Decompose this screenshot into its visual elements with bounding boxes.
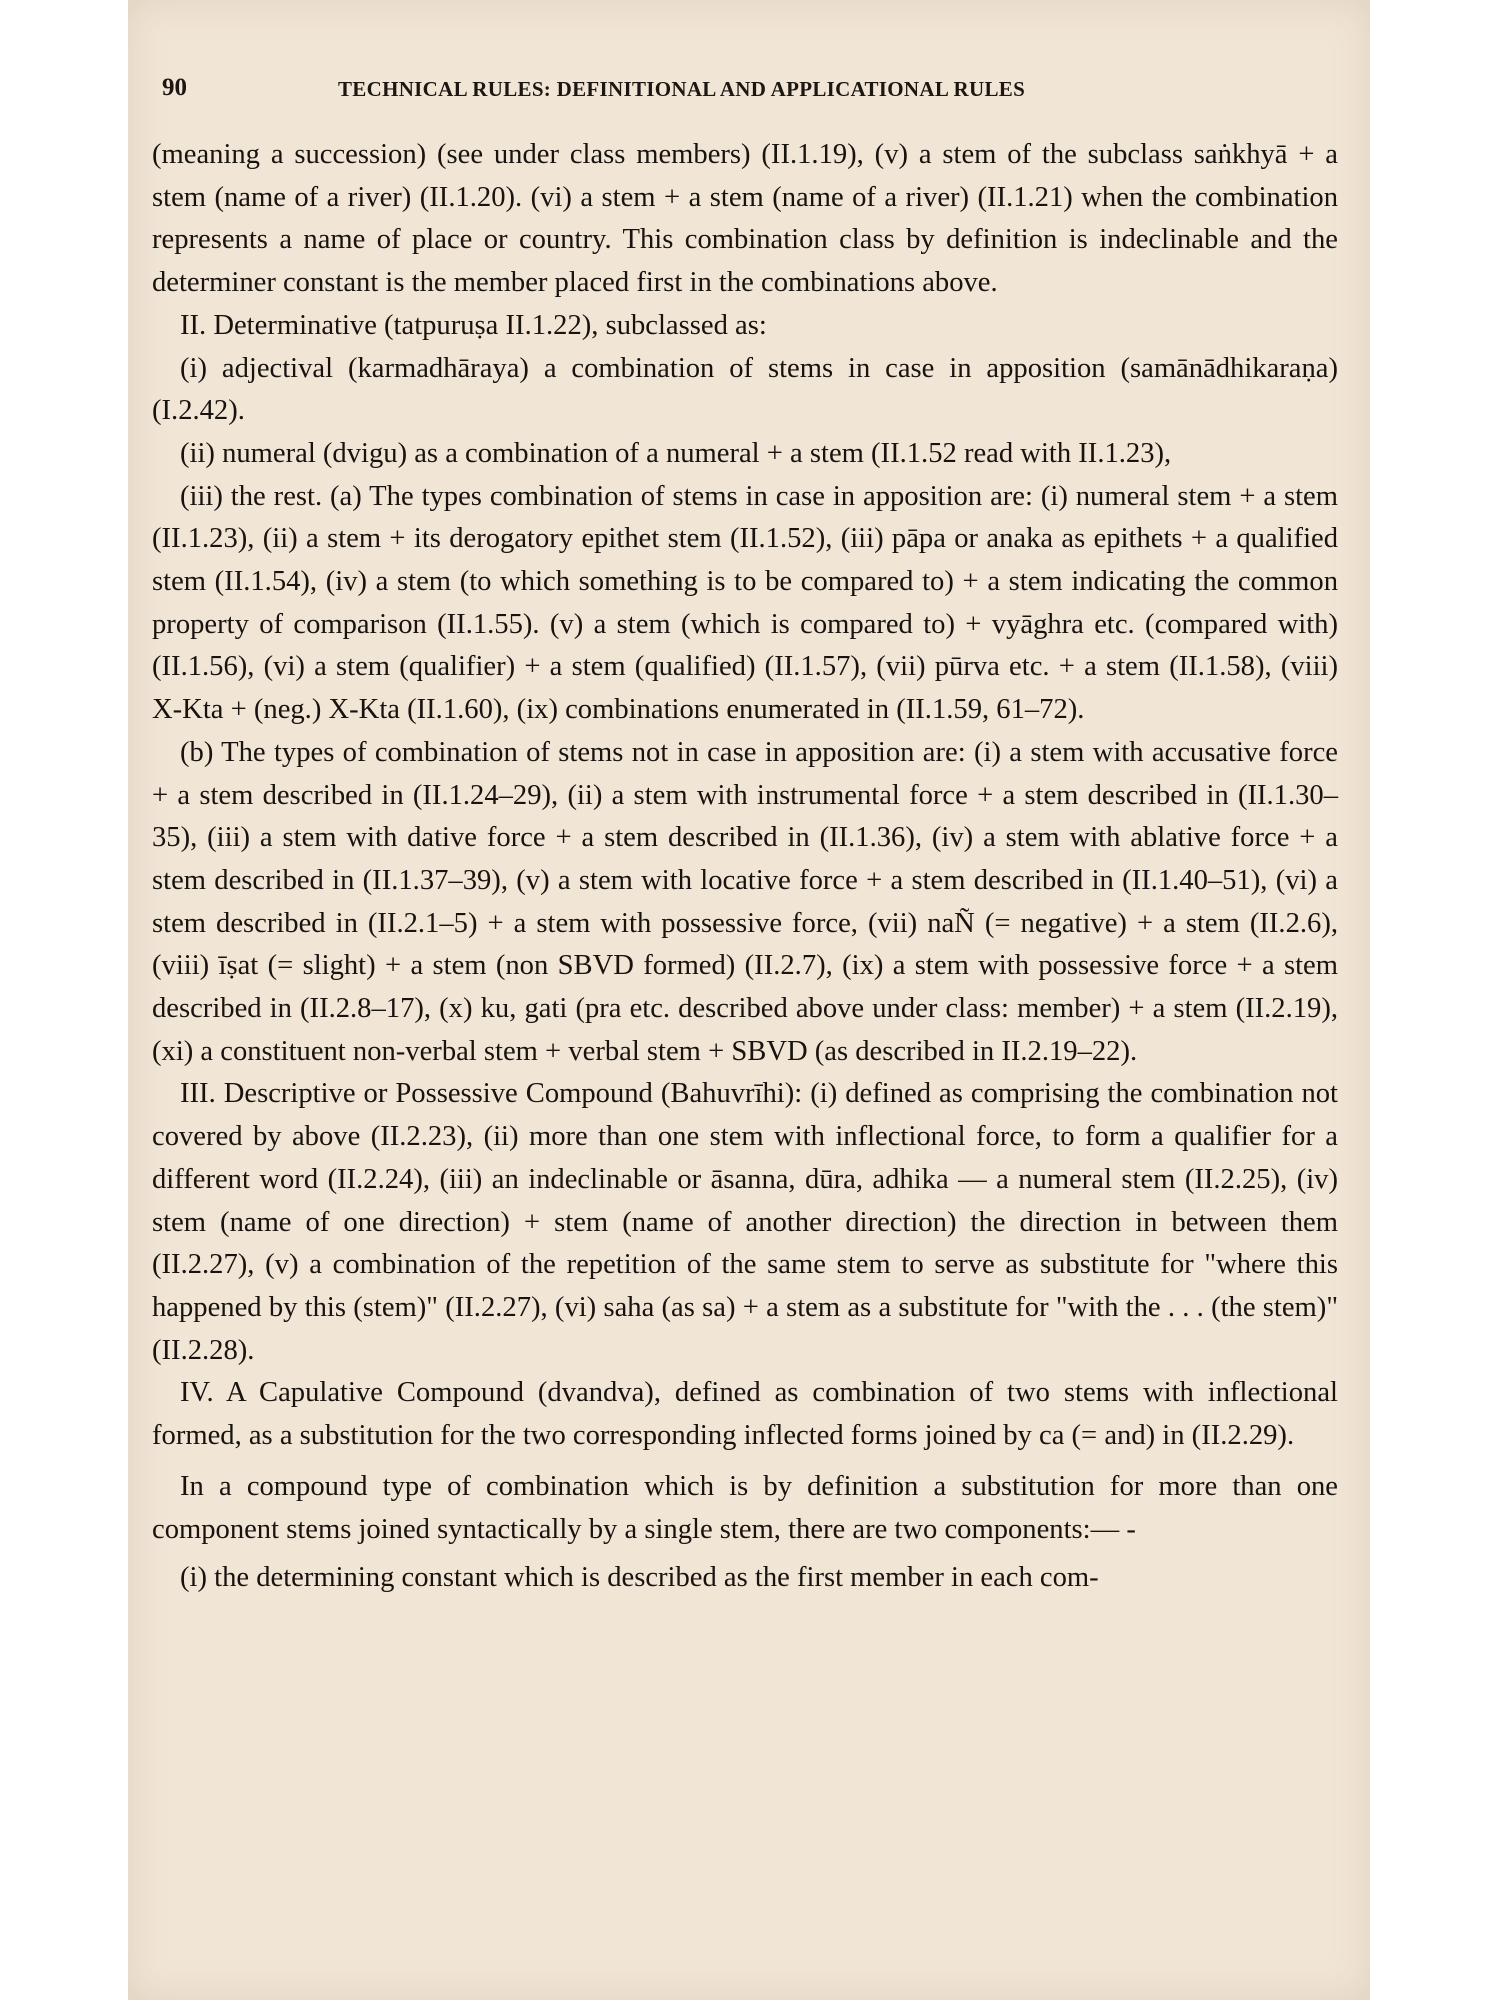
- paragraph-the-rest-a: (iii) the rest. (a) The types combination of stems in case in apposition are: (i) numeral stem + a stem (II.1.23), (ii) a stem + its derogatory epithet stem (II.1.52), (iii) pāpa or anaka as epithets + a qualified stem (II.1.54), (iv) a stem (to which something is to be compared to) + a stem indicating the common property of comparison (II.1.55). (v) a stem (which is compared to) + vyāghra etc. (compared with) (II.1.56), (vi) a stem (qualifier) + a stem (qualified) (II.1.57), (vii) pūrva etc. + a stem (II.1.58), (viii) X-Kta + (neg.) X-Kta (II.1.60), (ix) combinations enumerated in (II.1.59, 61–72).: [152, 480, 1338, 726]
- paragraph-compound-components: In a compound type of combination which is by definition a substitution for more than one component stems joined syntactically by a single stem, there are two components:— -: [152, 1470, 1338, 1545]
- running-head-title: TECHNICAL RULES: DEFINITIONAL AND APPLICATIONAL RULES: [338, 77, 1026, 101]
- running-head: [162, 74, 1162, 114]
- paragraph-adjectival: (i) adjectival (karmadhāraya) a combination of stems in case in apposition (samānādhikaraṇa) (I.2.42).: [152, 352, 1338, 427]
- paragraph-numeral: (ii) numeral (dvigu) as a combination of a numeral + a stem (II.1.52 read with II.1.23),: [180, 437, 1172, 469]
- paragraph-the-rest-b: (b) The types of combination of stems not in case in apposition are: (i) a stem with accusative force + a stem described in (II.1.24–29), (ii) a stem with instrumental force + a stem described in (II.1.30–35), (iii) a stem with dative force + a stem described in (II.1.36), (iv) a stem with ablative force + a stem described in (II.1.37–39), (v) a stem with locative force + a stem described in (II.1.40–51), (vi) a stem described in (II.2.1–5) + a stem with possessive force, (vii) naÑ (= negative) + a stem (II.2.6), (viii) īṣat (= slight) + a stem (non SBVD formed) (II.2.7), (ix) a stem with possessive force + a stem described in (II.2.8–17), (x) ku, gati (pra etc. described above under class: member) + a stem (II.2.19), (xi) a constituent non-verbal stem + verbal stem + SBVD (as described in II.2.19–22).: [152, 736, 1338, 1067]
- body-text: [152, 134, 1338, 1600]
- paragraph-continuation: (meaning a succession) (see under class members) (II.1.19), (v) a stem of the subclass saṅkhyā + a stem (name of a river) (II.1.20). (vi) a stem + a stem (name of a river) (II.1.21) when the combination represents a name of place or country. This combination class by definition is indeclinable and the determiner constant is the member placed first in the combinations above.: [152, 139, 1338, 299]
- paragraph-determinative-heading: II. Determinative (tatpuruṣa II.1.22), subclassed as:: [180, 309, 767, 341]
- paragraph-determining-constant: (i) the determining constant which is described as the first member in each com-: [180, 1562, 1099, 1594]
- paragraph-dvandva: IV. A Capulative Compound (dvandva), defined as combination of two stems with inflectional formed, as a substitution for the two corresponding inflected forms joined by ca (= and) in (II.2.29).: [152, 1377, 1338, 1452]
- page-number: 90: [162, 74, 187, 101]
- paragraph-bahuvrihi: III. Descriptive or Possessive Compound (Bahuvrīhi): (i) defined as comprising the combination not covered by above (II.2.23), (ii) more than one stem with inflectional force, to form a qualifier for a different word (II.2.24), (iii) an indeclinable or āsanna, dūra, adhika — a numeral stem (II.2.25), (iv) stem (name of one direction) + stem (name of another direction) the direction in between them (II.2.27), (v) a combination of the repetition of the same stem to serve as substitute for "where this happened by this (stem)" (II.2.27), (vi) saha (as sa) + a stem as a substitute for "with the . . . (the stem)" (II.2.28).: [152, 1078, 1338, 1366]
